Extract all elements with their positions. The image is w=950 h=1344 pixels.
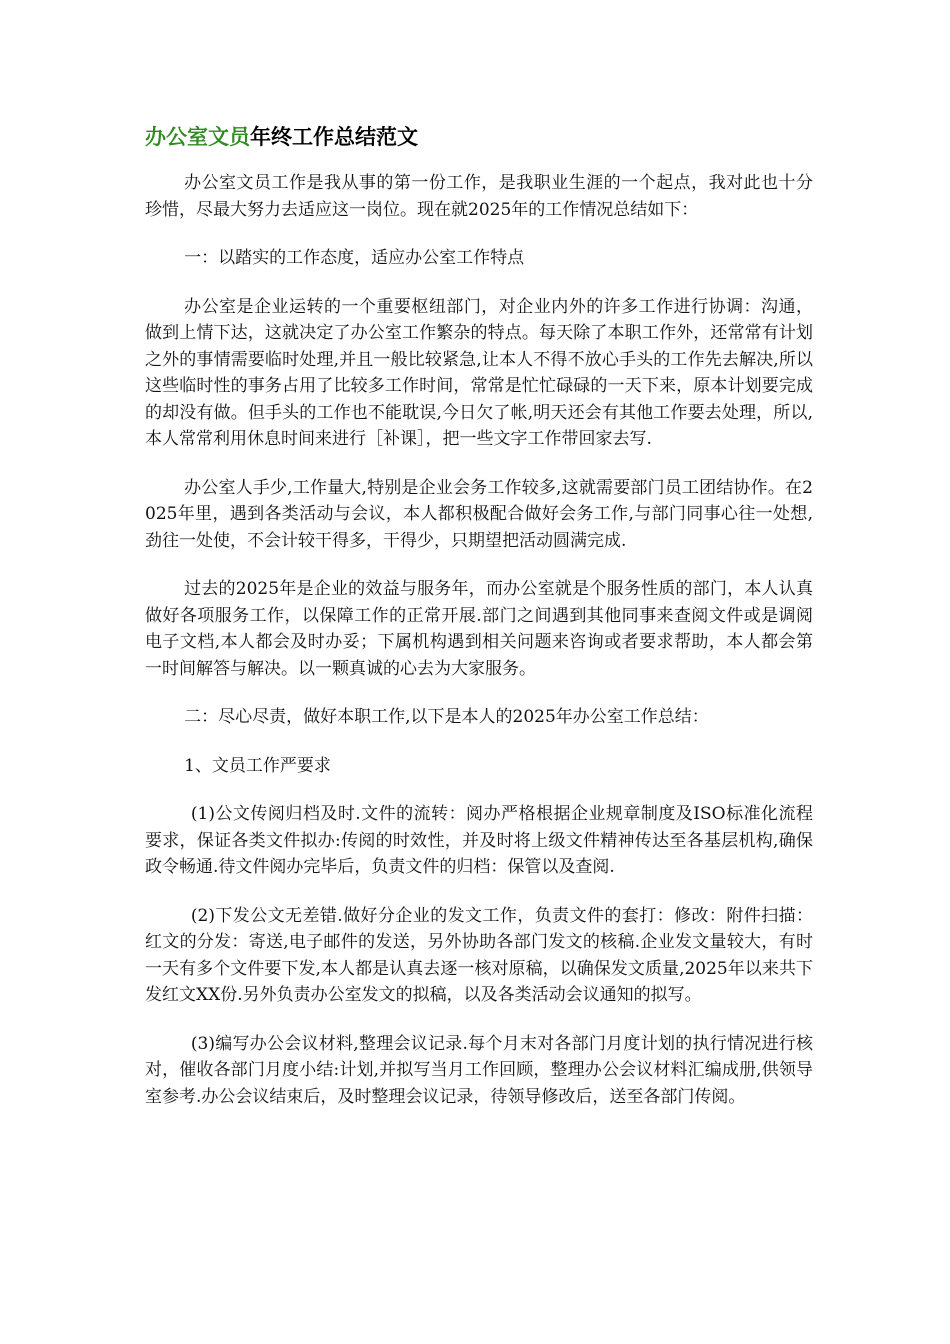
heading-section-1: 一：以踏实的工作态度，适应办公室工作特点: [184, 248, 525, 268]
paragraph-service: 过去的2025年是企业的效益与服务年，而办公室就是个服务性质的部门，本人认真做好各项服务工作，以保障工作的正常开展.部门之间遇到其他同事来查阅文件或是调阅电子文档,本人都会及时办妥；下属机构遇到相关问题来咨询或者要求帮助，本人都会第一时间解答与解决。以一颗真诚的心去为大家服务。: [145, 579, 813, 679]
paragraph-office-hub: 办公室是企业运转的一个重要枢纽部门，对企业内外的许多工作进行协调：沟通，做到上情下达，这就决定了办公室工作繁杂的特点。每天除了本职工作外，还常常有计划之外的事情需要临时处理,并且一般比较紧急,让本人不得不放心手头的工作先去解决,所以这些临时性的事务占用了比较多工作时间，常常是忙忙碌碌的一天下来，原本计划要完成的却没有做。但手头的工作也不能耽误,今日欠了帐,明天还会有其他工作要去处理，所以,本人常常利用休息时间来进行［补课］，把一些文字工作带回家去写.: [145, 296, 813, 449]
heading-section-2: 二：尽心尽责，做好本职工作,以下是本人的2025年办公室工作总结：: [184, 707, 709, 727]
heading-subsection-1: 1、文员工作严要求: [184, 755, 331, 776]
paragraph-teamwork: 办公室人手少,工作量大,特别是企业会务工作较多,这就需要部门员工团结协作。在2025年里，遇到各类活动与会议，本人都积极配合做好会务工作,与部门同事心往一处想,劲往一处使，不会计较干得多，干得少，只期望把活动圆满完成.: [145, 477, 813, 551]
title-highlight: 办公室文员: [145, 125, 250, 149]
list-item-2: (2)下发公文无差错.做好分企业的发文工作，负责文件的套打：修改：附件扫描：红文的分发：寄送,电子邮件的发送，另外协助各部门发文的核稿.企业发文量较大，有时一天有多个文件要下发,本人都是认真去逐一核对原稿，以确保发文质量,2025年以来共下发红文XX份.另外负责办公室发文的拟稿，以及各类活动会议通知的拟写。: [145, 905, 813, 1005]
paragraph-intro: 办公室文员工作是我从事的第一份工作，是我职业生涯的一个起点，我对此也十分珍惜，尽最大努力去适应这一岗位。现在就2025年的工作情况总结如下：: [145, 173, 813, 220]
list-item-3: (3)编写办公会议材料,整理会议记录.每个月末对各部门月度计划的执行情况进行核对，催收各部门月度小结:计划,并拟写当月工作回顾，整理办公会议材料汇编成册,供领导室参考.办公会议结束后，及时整理会议记录，待领导修改后，送至各部门传阅。: [145, 1033, 813, 1107]
list-item-1: (1)公文传阅归档及时.文件的流转：阅办严格根据企业规章制度及ISO标准化流程要求，保证各类文件拟办:传阅的时效性，并及时将上级文件精神传达至各基层机构,确保政令畅通.待文件阅办完毕后，负责文件的归档：保管以及查阅.: [145, 804, 813, 877]
document-title: [145, 123, 418, 151]
document-body: [145, 170, 813, 1132]
title-rest: 年终工作总结范文: [250, 125, 418, 149]
